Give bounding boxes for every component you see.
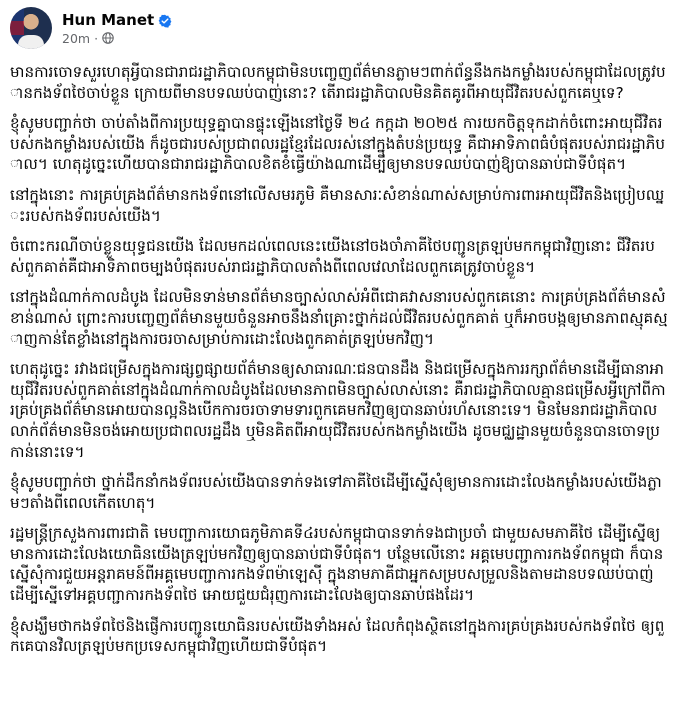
author-name[interactable]: Hun Manet [62,10,155,29]
post-header [10,6,172,50]
post-paragraph: នៅក្នុងដំណាក់កាលដំបូង ដែលមិនទាន់មានព័ត៌មានច្បាស់លាស់អំពីជោគវាសនារបស់ពួកគេនោះ ការគ្រប់គ្រងព័ត៌មានសំខាន់ណាស់ ព្រោះការបញ្ចេញព័ត៌មានមួយចំនួនអាចនឹងនាំគ្រោះថ្នាក់ដល់ជីវិតរបស់ពួកគាត់ ឬក៏អាចបង្កឲ្យមានភាពស្មុគស្មាញកាន់តែខ្លាំងនៅក្នុងការចរចាសម្រាប់ការដោះលែងពួកគាត់ត្រឡប់មកវិញ។ [10,288,668,348]
globe-icon[interactable] [102,32,114,44]
avatar-shirt [18,35,44,49]
avatar[interactable] [10,7,52,49]
post-paragraph: ចំពោះករណីចាប់ខ្លួនយុទ្ធជនយើង ដែលមកដល់ពេលនេះយើងនៅចងចាំភាគីថៃបញ្ជូនត្រឡប់មកកម្ពុជាវិញនោះ ជីវិតរបស់ពួកគាត់គឺជាអាទិភាពចម្បងបំផុតរបស់រាជរដ្ឋាភិបាលតាំងពីពេលវេលាដែលពួកគេត្រូវចាប់ខ្លួន។ [10,237,655,276]
post-paragraph: ខ្ញុំសូមបញ្ជាក់ថា ថ្នាក់ដឹកនាំកងទ័ពរបស់យើងបានទាក់ទងទៅភាគីថៃដើម្បីស្នើសុំឲ្យមានការដោះលែងកម្លាំងរបស់យើងភ្លាមៗតាំងពីពេលកើតហេតុ។ [10,473,662,512]
post-meta [62,11,172,46]
author-row [62,11,172,29]
post-body [10,62,668,667]
post-paragraph: រដ្ឋមន្ត្រីក្រសួងការពារជាតិ មេបញ្ជាការយោធភូមិភាគទី៤របស់កម្ពុជាបានទាក់ទងជាប្រចាំ ជាមួយសមភាគីថៃ ដើម្បីស្នើឲ្យមានការដោះលែងយោធិនយើងត្រឡប់មកវិញឲ្យបានឆាប់ជាទីបំផុត។ បន្ថែមលើនោះ អគ្គមេបញ្ជាការកងទ័ពកម្ពុជា ក៏បានស្នើសុំការជួយអន្តរាគមន៍ពីអគ្គមេបញ្ជាការកងទ័ពម៉ាឡេស៊ី ក្នុងនាមភាគីជាអ្នកសម្របសម្រួលនិងតាមដានបទឈប់បាញ់ ដើម្បីស្នើទៅអគ្គបញ្ជាការកងទ័ពថៃ អោយជួយជំរុញការដោះលែងឲ្យបានឆាប់ផងដែរ។ [10,524,664,605]
post-time[interactable]: 20m [62,30,91,46]
separator-dot: · [94,30,99,46]
timestamp-row [62,31,172,46]
verified-badge-icon [158,13,172,27]
post-paragraph: ខ្ញុំសូមបញ្ជាក់ថា ចាប់តាំងពីការប្រយុទ្ធគ្នាបានផ្ទុះឡើងនៅថ្ងៃទី ២៤ កក្កដា ២០២៥ ការយកចិត្តទុកដាក់ចំពោះអាយុជីវិតរបស់កងកម្លាំងរបស់យើង ក៏ដូចជារបស់ប្រជាពលរដ្ឋខ្មែរដែលរស់នៅក្នុងតំបន់ប្រយុទ្ធ គឺជាអាទិភាពធំបំផុតរបស់រាជរដ្ឋាភិបាល។ ហេតុដូច្នេះហើយបានជារាជរដ្ឋាភិបាលខិតខំធ្វើយ៉ាងណាដើម្បីឲ្យមានបទឈប់បាញ់ឱ្យបានឆាប់ជាទីបំផុត។ [10,114,665,174]
post-paragraph: មានការចោទសួរហេតុអ្វីបានជារាជរដ្ឋាភិបាលកម្ពុជាមិនបញ្ចេញព័ត៌មានភ្លាមៗពាក់ព័ន្ធនឹងកងកម្លាំងរបស់កម្ពុជាដែលត្រូវបានកងទ័ពថៃចាប់ខ្លួន ក្រោយពីមានបទឈប់បាញ់នោះ? តើរាជរដ្ឋាភិបាលមិនគិតគូរពីអាយុជីវិតរបស់ពួកគេឬទេ? [10,63,666,102]
post-paragraph: ខ្ញុំសង្ឃឹមថាកងទ័ពថៃនិងផ្ញើការបញ្ជូនយោធិនរបស់យើងទាំងអស់ ដែលកំពុងស្ថិតនៅក្នុងការគ្រប់គ្រងរបស់កងទ័ពថៃ ឲ្យពួកគេបានវិលត្រឡប់មកប្រទេសកម្ពុជាវិញហើយជាទីបំផុត។ [10,616,665,656]
post-paragraph: នៅក្នុងនោះ ការគ្រប់គ្រងព័ត៌មានកងទ័ពនៅលើសមរភូមិ គឺមានសារៈសំខាន់ណាស់សម្រាប់ការពារអាយុជីវិតនិងប្រៀបឈ្នះរបស់កងទ័ពរបស់យើង។ [10,185,665,225]
post-paragraph: ហេតុដូច្នេះ រវាងជម្រើសក្នុងការផ្សព្វផ្សាយព័ត៌មានឲ្យសាធារណៈជនបានដឹង និងជម្រើសក្នុងការរក្សាព័ត៌មានដើម្បីធានាអាយុជីវិតរបស់ពួកគាត់នៅក្នុងដំណាក់កាលដំបូងដែលមានភាពមិនច្បាស់លាស់នោះ គឺរាជរដ្ឋាភិបាលគ្មានជម្រើសអ្វីក្រៅពីការគ្រប់គ្រងព័ត៌មានអោយបានល្អនិងបើកការចរចាទាមទារពួកគេមកវិញឲ្យបានឆាប់រហ័សនោះទេ។ មិនមែនរាជរដ្ឋាភិបាលលាក់ព័ត៌មានមិនចង់អោយប្រជាពលរដ្ឋដឹង ឬមិនគិតពីអាយុជីវិតរបស់កងកម្លាំងយើង ដូចមជ្ឈដ្ឋានមួយចំនួនបានចោទប្រកាន់នោះទេ។ [10,360,666,461]
